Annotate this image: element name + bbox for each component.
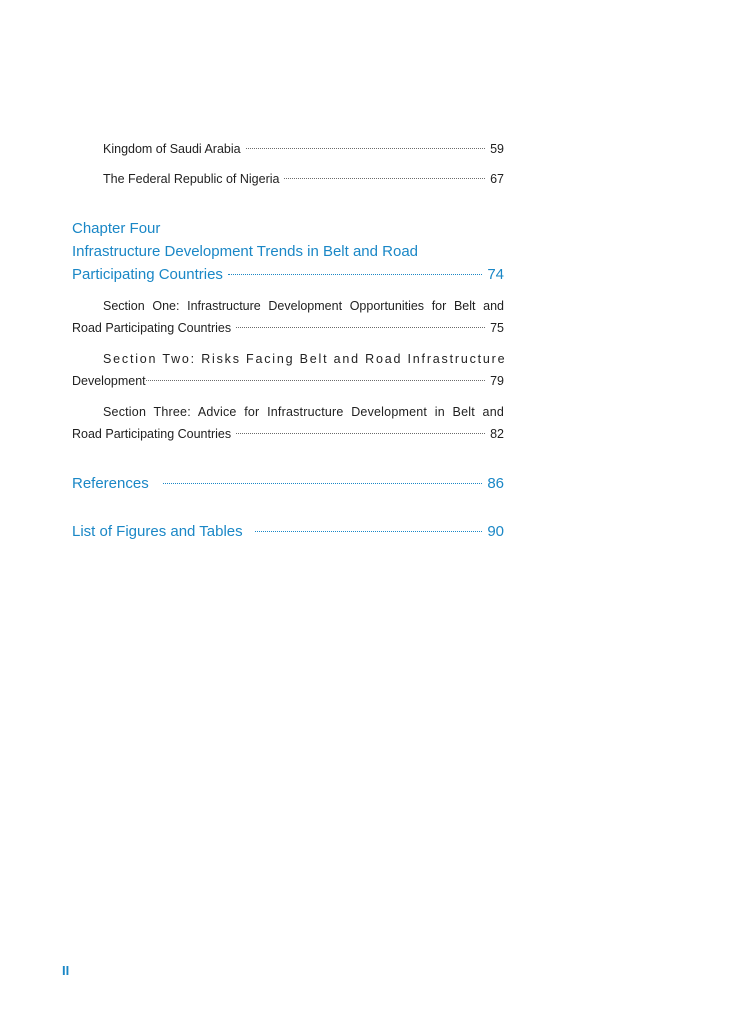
dot-leader xyxy=(284,178,485,179)
chapter-title-last-line xyxy=(72,263,504,286)
chapter-four-heading[interactable] xyxy=(72,217,504,286)
section-title-line: Development xyxy=(72,374,146,388)
toc-entry-title: Kingdom of Saudi Arabia xyxy=(103,142,241,156)
chapter-title-line: Participating Countries xyxy=(72,266,223,283)
dot-leader xyxy=(146,380,485,381)
chapter-title-line: Infrastructure Development Trends in Belt and Road xyxy=(72,243,419,260)
section-page: 75 xyxy=(490,321,504,335)
section-title-last-line xyxy=(72,317,504,339)
section-title-line: Section Three: Advice for Infrastructure Development in Belt and xyxy=(103,405,504,419)
toc-entry-saudi-arabia[interactable] xyxy=(72,138,504,160)
toc-section-three[interactable] xyxy=(72,401,504,445)
page-number: II xyxy=(62,963,70,978)
toc-entry-page: 59 xyxy=(490,142,504,156)
dot-leader xyxy=(228,274,482,275)
section-title-line: Road Participating Countries xyxy=(72,427,232,441)
toc-entry-nigeria[interactable] xyxy=(72,168,504,190)
dot-leader xyxy=(246,148,486,149)
table-of-contents xyxy=(72,138,507,543)
toc-entry-figures-tables[interactable] xyxy=(72,520,504,543)
section-title-line: Road Participating Countries xyxy=(72,321,232,335)
section-title-line: Section One: Infrastructure Development Opportunities for Belt and xyxy=(103,299,504,313)
toc-entry-references[interactable] xyxy=(72,472,504,495)
section-title-last-line xyxy=(72,370,504,392)
toc-section-two[interactable] xyxy=(72,348,507,392)
figures-tables-page: 90 xyxy=(487,523,504,540)
toc-section-one[interactable] xyxy=(72,295,504,339)
references-page: 86 xyxy=(487,475,504,492)
dot-leader xyxy=(255,531,483,532)
dot-leader xyxy=(236,433,485,434)
chapter-label: Chapter Four xyxy=(72,220,161,237)
toc-entry-title: The Federal Republic of Nigeria xyxy=(103,172,280,186)
section-title-line: Section Two: Risks Facing Belt and Road Infrastructure xyxy=(103,352,507,366)
references-title: References xyxy=(72,475,149,492)
section-title-last-line xyxy=(72,423,504,445)
section-page: 82 xyxy=(490,427,504,441)
section-page: 79 xyxy=(490,374,504,388)
toc-entry-page: 67 xyxy=(490,172,504,186)
dot-leader xyxy=(163,483,483,484)
dot-leader xyxy=(236,327,485,328)
figures-tables-title: List of Figures and Tables xyxy=(72,523,243,540)
chapter-page: 74 xyxy=(487,266,504,283)
